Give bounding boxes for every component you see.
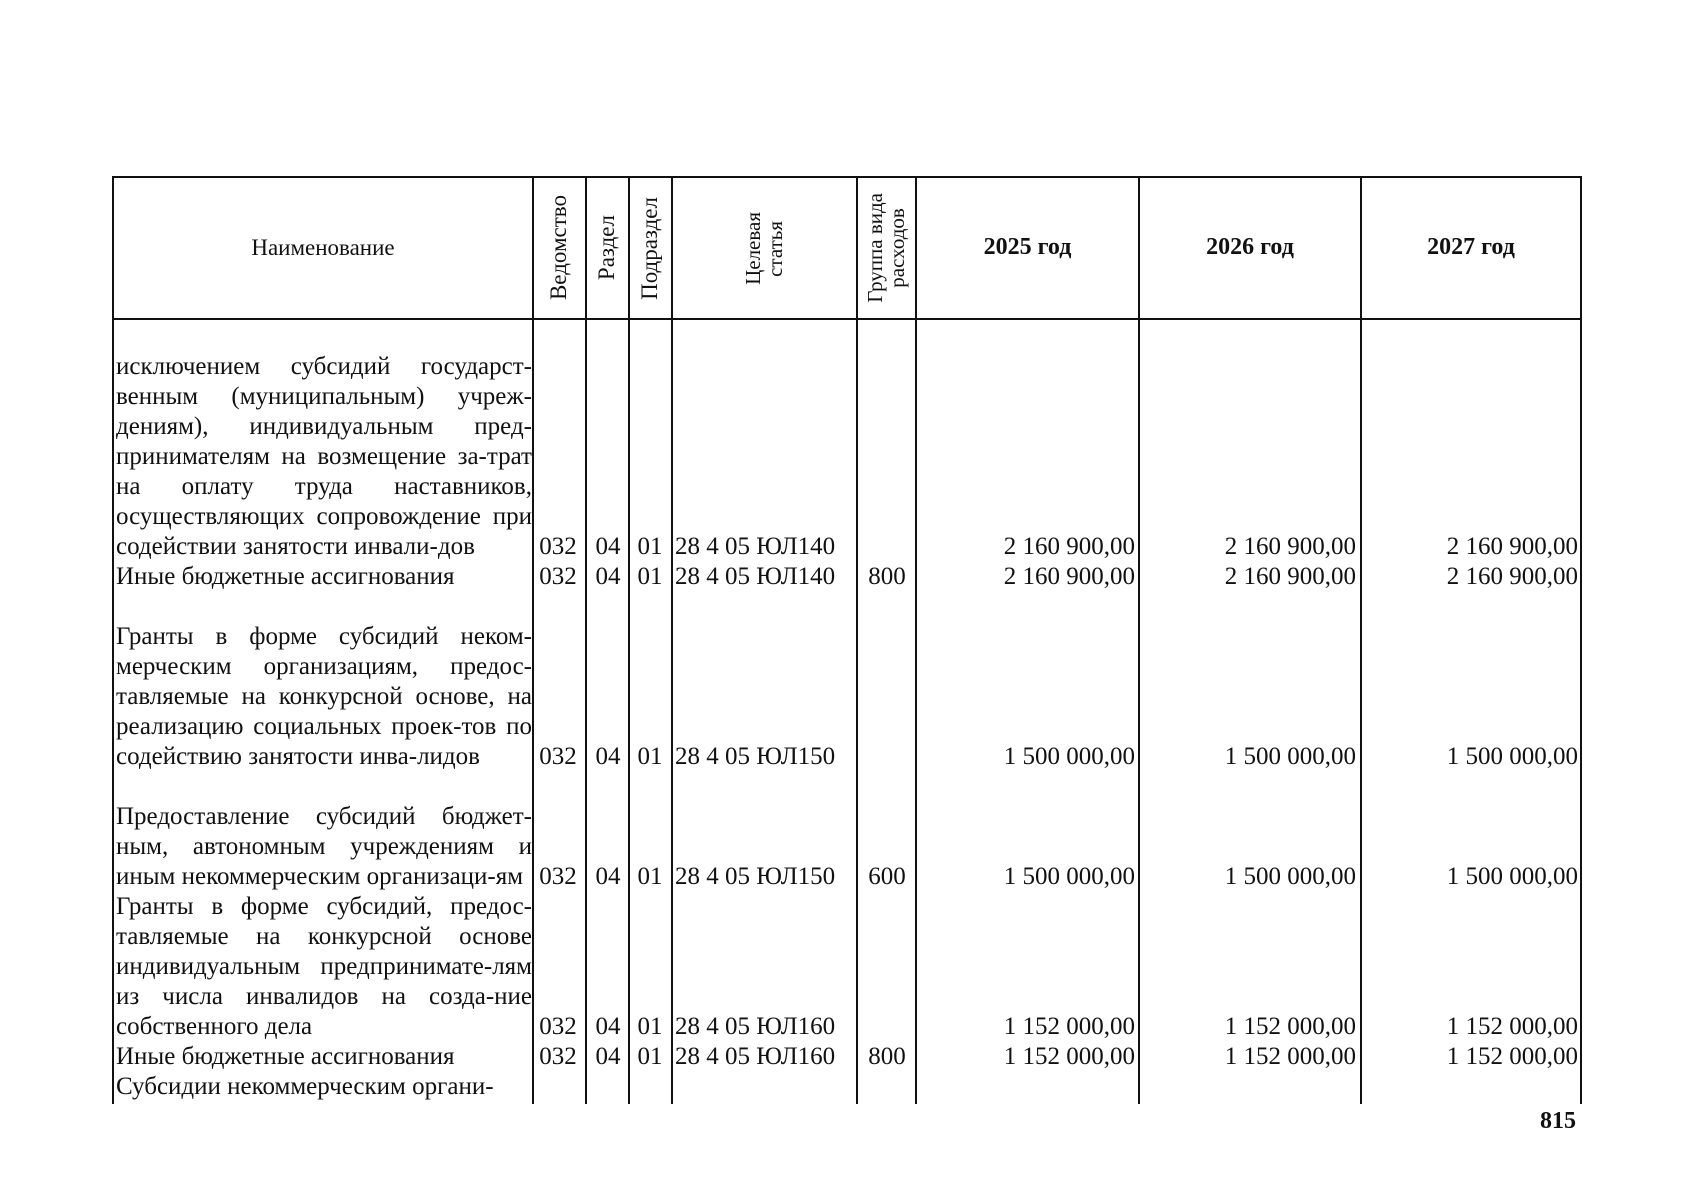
- row-y2026: 1 152 000,00: [1224, 1043, 1356, 1070]
- row-celevaya: 28 4 05 ЮЛ140: [675, 533, 836, 560]
- header-y2025-text: 2025 год: [983, 234, 1072, 261]
- row-y2027: 1 152 000,00: [1446, 1043, 1578, 1070]
- header-gruppa: [858, 178, 915, 318]
- header-razdel: [587, 178, 628, 318]
- row-podrazdel: 01: [637, 743, 663, 770]
- row-y2025: 1 152 000,00: [1003, 1013, 1135, 1040]
- row-razdel: 04: [595, 563, 621, 590]
- header-y2027: [1362, 178, 1580, 318]
- header-y2026: [1140, 178, 1360, 318]
- row-y2025: 2 160 900,00: [1003, 563, 1135, 590]
- table-row: [112, 1072, 1582, 1102]
- row-y2026: 2 160 900,00: [1224, 563, 1356, 590]
- table-row: [112, 892, 1582, 1042]
- row-y2027: 1 152 000,00: [1446, 1013, 1578, 1040]
- header-y2025: [917, 178, 1138, 318]
- row-podrazdel: 01: [637, 1043, 663, 1070]
- row-celevaya: 28 4 05 ЮЛ150: [675, 743, 836, 770]
- row-y2027: 2 160 900,00: [1446, 563, 1578, 590]
- table-row: [112, 772, 1582, 892]
- page-number: 815: [1540, 1108, 1576, 1134]
- row-razdel: 04: [595, 743, 621, 770]
- header-razdel-text: Раздел: [594, 215, 620, 281]
- header-celevaya: [673, 178, 856, 318]
- row-razdel: 04: [595, 533, 621, 560]
- header-celevaya-line1: Целевая: [741, 211, 766, 285]
- row-celevaya: 28 4 05 ЮЛ160: [675, 1013, 836, 1040]
- row-name: исключением субсидий государст-венным (муниципальным) учреж-дениям), индивидуальным пред-принимателям на возмещение за-трат на оплату труда наставников, осуществляющих сопровождение при содействии занятости инвали-дов: [116, 353, 532, 560]
- header-gruppa-line1: Группа вида: [863, 193, 888, 303]
- row-y2026: 1 500 000,00: [1224, 863, 1356, 890]
- header-y2026-text: 2026 год: [1206, 234, 1294, 261]
- row-vedomstvo: 032: [539, 743, 577, 770]
- row-celevaya: 28 4 05 ЮЛ140: [675, 563, 836, 590]
- row-y2027: 1 500 000,00: [1446, 863, 1578, 890]
- row-vedomstvo: 032: [539, 863, 577, 890]
- header-celevaya-line2: статья: [763, 220, 788, 276]
- row-vedomstvo: 032: [539, 563, 577, 590]
- row-y2025: 1 500 000,00: [1003, 743, 1135, 770]
- row-y2026: 1 500 000,00: [1224, 743, 1356, 770]
- row-y2025: 2 160 900,00: [1003, 533, 1135, 560]
- row-y2025: 1 152 000,00: [1003, 1043, 1135, 1070]
- row-razdel: 04: [595, 1043, 621, 1070]
- row-celevaya: 28 4 05 ЮЛ150: [675, 863, 836, 890]
- header-y2027-text: 2027 год: [1427, 234, 1515, 261]
- header-gruppa-text: [864, 193, 908, 303]
- row-vedomstvo: 032: [539, 1043, 577, 1070]
- row-vedomstvo: 032: [539, 1013, 577, 1040]
- row-y2027: 2 160 900,00: [1446, 533, 1578, 560]
- table-row: [112, 1042, 1582, 1072]
- header-name-text: Наименование: [251, 234, 395, 260]
- row-name: Гранты в форме субсидий неком-мерческим организациям, предос-тавляемые на конкурсной основе, на реализацию социальных проек-тов по содействию занятости инва-лидов: [116, 623, 532, 770]
- header-vedomstvo: [534, 178, 585, 318]
- row-y2026: 2 160 900,00: [1224, 533, 1356, 560]
- row-name: Предоставление субсидий бюджет-ным, автономным учреждениям и иным некоммерческим организаци-ям: [116, 803, 532, 890]
- header-podrazdel-text: Подраздел: [637, 196, 663, 300]
- row-podrazdel: 01: [637, 863, 663, 890]
- row-podrazdel: 01: [637, 1013, 663, 1040]
- row-name: Иные бюджетные ассигнования: [116, 1043, 455, 1070]
- row-gruppa: 800: [868, 1043, 906, 1070]
- col-border-right-header: [1580, 176, 1582, 318]
- row-celevaya: 28 4 05 ЮЛ160: [675, 1043, 836, 1070]
- row-name: Субсидии некоммерческим органи-: [116, 1073, 494, 1100]
- row-y2025: 1 500 000,00: [1003, 863, 1135, 890]
- table-row: [112, 592, 1582, 772]
- table-row: [112, 562, 1582, 592]
- budget-table: [112, 176, 1582, 1104]
- row-razdel: 04: [595, 1013, 621, 1040]
- row-vedomstvo: 032: [539, 533, 577, 560]
- row-name: Иные бюджетные ассигнования: [116, 563, 455, 590]
- row-podrazdel: 01: [637, 563, 663, 590]
- header-name: [114, 178, 532, 318]
- header-celevaya-text: [742, 212, 786, 285]
- row-name: Гранты в форме субсидий, предос-тавляемые на конкурсной основе индивидуальным предпринимате-лям из числа инвалидов на созда-ние собственного дела: [116, 893, 532, 1040]
- row-y2026: 1 152 000,00: [1224, 1013, 1356, 1040]
- row-gruppa: 800: [868, 563, 906, 590]
- row-y2027: 1 500 000,00: [1446, 743, 1578, 770]
- header-podrazdel: [630, 178, 671, 318]
- row-gruppa: 600: [868, 863, 906, 890]
- table-row: [112, 320, 1582, 562]
- header-gruppa-line2: расходов: [885, 208, 910, 288]
- row-razdel: 04: [595, 863, 621, 890]
- header-vedomstvo-text: Ведомство: [546, 195, 572, 301]
- row-podrazdel: 01: [637, 533, 663, 560]
